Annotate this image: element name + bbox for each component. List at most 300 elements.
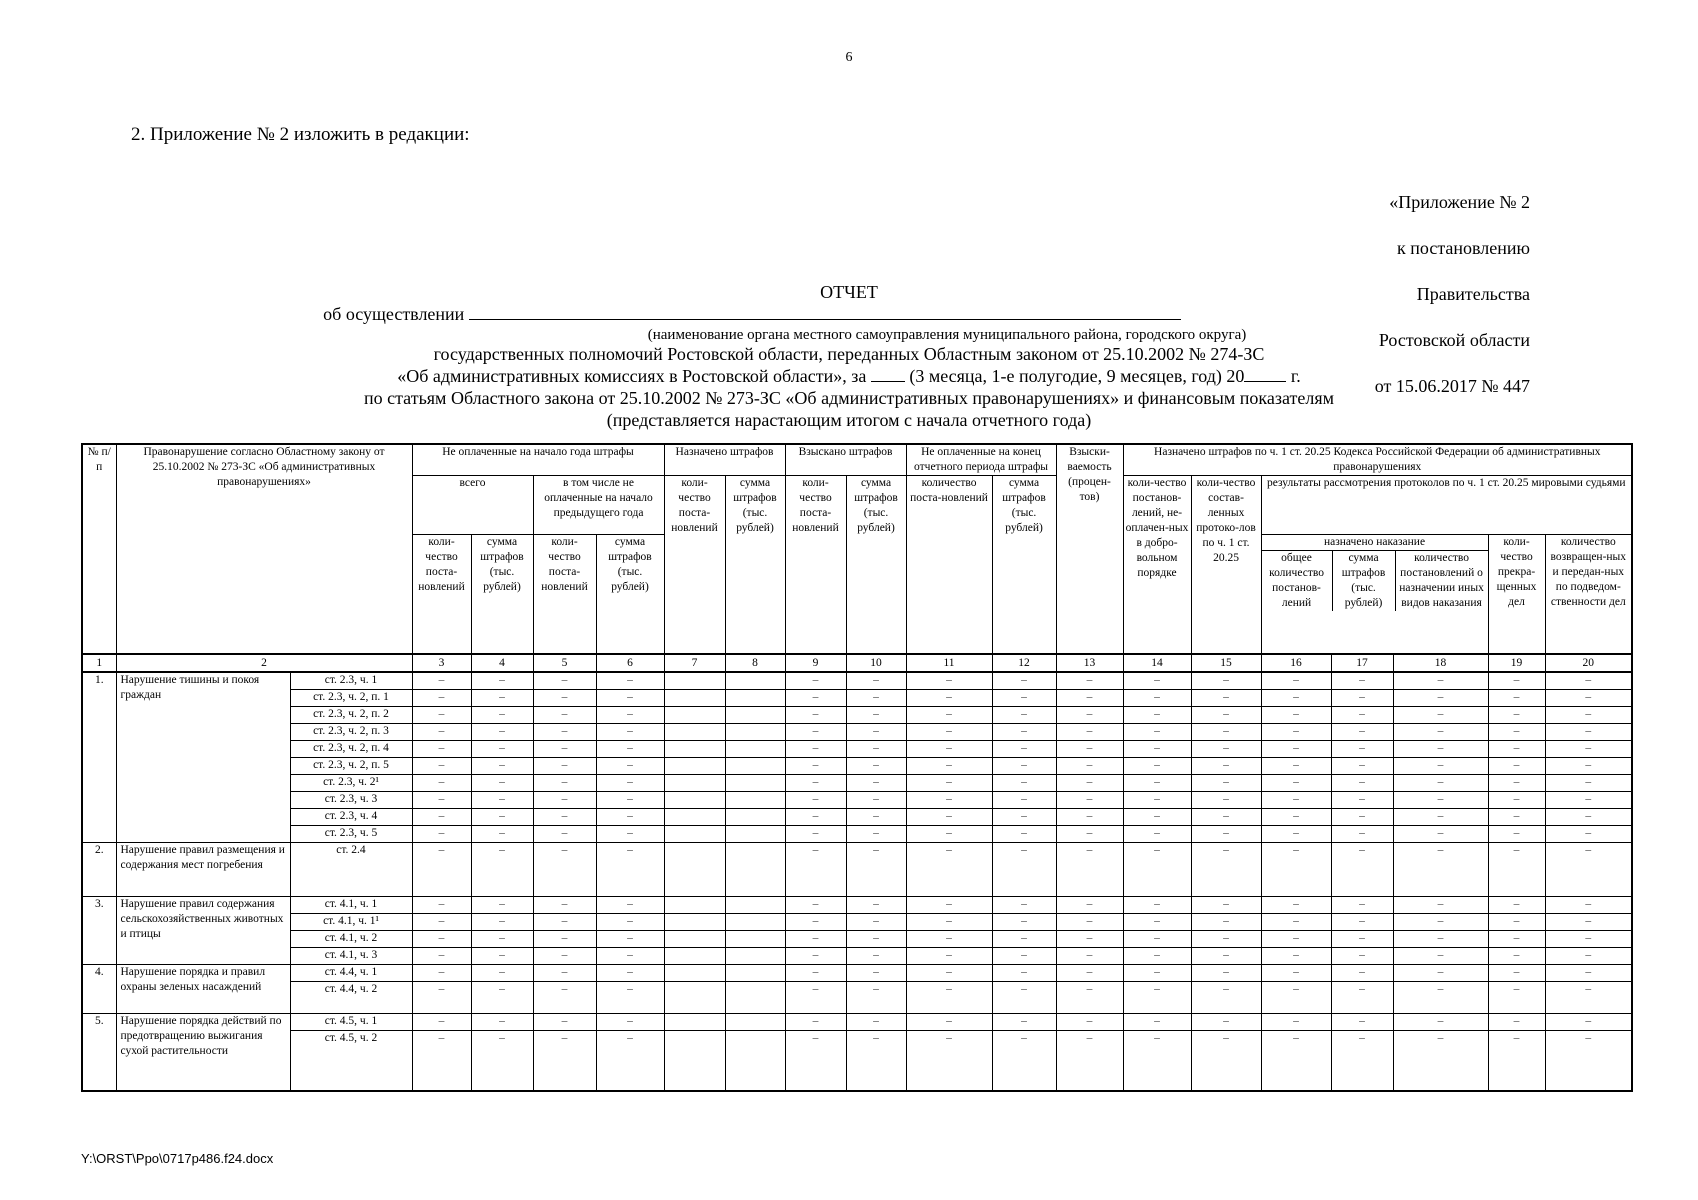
cell-dash[interactable]: – (846, 690, 906, 707)
cell-dash[interactable]: – (846, 724, 906, 741)
cell-dash[interactable]: – (1488, 707, 1545, 724)
cell-dash[interactable]: – (992, 792, 1056, 809)
cell-dash[interactable]: – (1331, 826, 1393, 843)
cell-dash[interactable]: – (596, 758, 664, 775)
cell-dash[interactable]: – (533, 965, 596, 982)
cell-dash[interactable]: – (1393, 741, 1488, 758)
cell-dash[interactable]: – (1331, 1031, 1393, 1091)
cell-input[interactable] (664, 826, 725, 843)
cell-dash[interactable]: – (533, 914, 596, 931)
cell-dash[interactable]: – (992, 672, 1056, 690)
cell-input[interactable] (664, 843, 725, 897)
cell-dash[interactable]: – (1261, 724, 1331, 741)
cell-dash[interactable]: – (1331, 672, 1393, 690)
cell-dash[interactable]: – (1056, 931, 1123, 948)
cell-dash[interactable]: – (1488, 775, 1545, 792)
cell-dash[interactable]: – (785, 672, 846, 690)
cell-input[interactable] (664, 1031, 725, 1091)
cell-dash[interactable]: – (1056, 672, 1123, 690)
cell-dash[interactable]: – (412, 792, 471, 809)
cell-dash[interactable]: – (412, 758, 471, 775)
cell-dash[interactable]: – (596, 931, 664, 948)
cell-dash[interactable]: – (1123, 707, 1191, 724)
cell-dash[interactable]: – (412, 982, 471, 1014)
cell-dash[interactable]: – (906, 1014, 992, 1031)
cell-dash[interactable]: – (785, 707, 846, 724)
cell-dash[interactable]: – (1331, 1014, 1393, 1031)
cell-dash[interactable]: – (1331, 843, 1393, 897)
cell-input[interactable] (664, 931, 725, 948)
cell-dash[interactable]: – (596, 897, 664, 914)
cell-dash[interactable]: – (846, 826, 906, 843)
cell-dash[interactable]: – (471, 1031, 533, 1091)
cell-input[interactable] (725, 809, 785, 826)
cell-dash[interactable]: – (412, 826, 471, 843)
cell-dash[interactable]: – (1123, 758, 1191, 775)
cell-dash[interactable]: – (992, 775, 1056, 792)
cell-dash[interactable]: – (1261, 897, 1331, 914)
cell-dash[interactable]: – (1261, 690, 1331, 707)
cell-dash[interactable]: – (596, 982, 664, 1014)
cell-dash[interactable]: – (1123, 843, 1191, 897)
cell-dash[interactable]: – (906, 914, 992, 931)
cell-dash[interactable]: – (533, 724, 596, 741)
cell-dash[interactable]: – (1123, 690, 1191, 707)
cell-dash[interactable]: – (1056, 724, 1123, 741)
cell-dash[interactable]: – (1331, 931, 1393, 948)
cell-dash[interactable]: – (906, 931, 992, 948)
cell-dash[interactable]: – (1123, 897, 1191, 914)
cell-dash[interactable]: – (1191, 690, 1261, 707)
cell-dash[interactable]: – (992, 931, 1056, 948)
cell-dash[interactable]: – (471, 707, 533, 724)
cell-dash[interactable]: – (1123, 724, 1191, 741)
cell-dash[interactable]: – (1123, 792, 1191, 809)
cell-dash[interactable]: – (992, 914, 1056, 931)
cell-dash[interactable]: – (846, 775, 906, 792)
cell-dash[interactable]: – (992, 965, 1056, 982)
cell-dash[interactable]: – (1545, 707, 1632, 724)
cell-input[interactable] (725, 948, 785, 965)
blank-year[interactable] (1244, 381, 1286, 382)
cell-dash[interactable]: – (846, 948, 906, 965)
cell-dash[interactable]: – (596, 965, 664, 982)
cell-dash[interactable]: – (1056, 965, 1123, 982)
cell-dash[interactable]: – (533, 826, 596, 843)
cell-input[interactable] (725, 775, 785, 792)
cell-dash[interactable]: – (846, 965, 906, 982)
cell-dash[interactable]: – (846, 982, 906, 1014)
cell-dash[interactable]: – (596, 690, 664, 707)
cell-dash[interactable]: – (1191, 707, 1261, 724)
cell-dash[interactable]: – (992, 741, 1056, 758)
cell-dash[interactable]: – (1545, 758, 1632, 775)
cell-dash[interactable]: – (1191, 843, 1261, 897)
cell-input[interactable] (725, 931, 785, 948)
cell-input[interactable] (725, 826, 785, 843)
cell-dash[interactable]: – (596, 1031, 664, 1091)
cell-dash[interactable]: – (1488, 690, 1545, 707)
cell-dash[interactable]: – (1056, 914, 1123, 931)
cell-dash[interactable]: – (596, 914, 664, 931)
cell-dash[interactable]: – (596, 775, 664, 792)
cell-dash[interactable]: – (1331, 758, 1393, 775)
cell-dash[interactable]: – (596, 707, 664, 724)
cell-dash[interactable]: – (785, 758, 846, 775)
cell-input[interactable] (664, 948, 725, 965)
cell-dash[interactable]: – (785, 965, 846, 982)
cell-dash[interactable]: – (846, 707, 906, 724)
cell-dash[interactable]: – (471, 914, 533, 931)
cell-dash[interactable]: – (906, 690, 992, 707)
cell-dash[interactable]: – (596, 672, 664, 690)
cell-dash[interactable]: – (1123, 672, 1191, 690)
cell-dash[interactable]: – (471, 897, 533, 914)
cell-dash[interactable]: – (412, 809, 471, 826)
cell-dash[interactable]: – (1191, 1014, 1261, 1031)
cell-dash[interactable]: – (1191, 982, 1261, 1014)
cell-input[interactable] (725, 672, 785, 690)
cell-dash[interactable]: – (1261, 843, 1331, 897)
cell-dash[interactable]: – (1488, 897, 1545, 914)
cell-dash[interactable]: – (785, 826, 846, 843)
cell-dash[interactable]: – (1191, 914, 1261, 931)
cell-dash[interactable]: – (471, 843, 533, 897)
cell-dash[interactable]: – (1123, 809, 1191, 826)
cell-dash[interactable]: – (596, 724, 664, 741)
cell-dash[interactable]: – (1393, 826, 1488, 843)
cell-dash[interactable]: – (471, 724, 533, 741)
cell-dash[interactable]: – (533, 1014, 596, 1031)
cell-dash[interactable]: – (1393, 672, 1488, 690)
cell-dash[interactable]: – (906, 724, 992, 741)
cell-dash[interactable]: – (992, 707, 1056, 724)
cell-input[interactable] (664, 1014, 725, 1031)
cell-dash[interactable]: – (1393, 1014, 1488, 1031)
cell-dash[interactable]: – (906, 775, 992, 792)
cell-dash[interactable]: – (1393, 931, 1488, 948)
cell-dash[interactable]: – (533, 948, 596, 965)
cell-dash[interactable]: – (471, 826, 533, 843)
cell-dash[interactable]: – (906, 741, 992, 758)
cell-dash[interactable]: – (471, 965, 533, 982)
cell-dash[interactable]: – (1331, 792, 1393, 809)
cell-input[interactable] (725, 792, 785, 809)
cell-dash[interactable]: – (596, 809, 664, 826)
cell-dash[interactable]: – (906, 758, 992, 775)
cell-dash[interactable]: – (785, 724, 846, 741)
cell-dash[interactable]: – (785, 914, 846, 931)
cell-dash[interactable]: – (906, 965, 992, 982)
cell-dash[interactable]: – (1056, 741, 1123, 758)
cell-dash[interactable]: – (846, 1014, 906, 1031)
cell-dash[interactable]: – (1261, 707, 1331, 724)
cell-dash[interactable]: – (1261, 826, 1331, 843)
cell-dash[interactable]: – (1545, 897, 1632, 914)
cell-dash[interactable]: – (1191, 792, 1261, 809)
cell-dash[interactable]: – (1393, 690, 1488, 707)
cell-dash[interactable]: – (412, 843, 471, 897)
cell-dash[interactable]: – (1123, 1014, 1191, 1031)
cell-dash[interactable]: – (1545, 982, 1632, 1014)
cell-dash[interactable]: – (596, 826, 664, 843)
cell-dash[interactable]: – (1393, 724, 1488, 741)
cell-input[interactable] (664, 897, 725, 914)
cell-dash[interactable]: – (533, 758, 596, 775)
cell-dash[interactable]: – (906, 982, 992, 1014)
cell-dash[interactable]: – (1261, 1014, 1331, 1031)
cell-dash[interactable]: – (1393, 1031, 1488, 1091)
cell-input[interactable] (664, 672, 725, 690)
cell-dash[interactable]: – (471, 741, 533, 758)
cell-dash[interactable]: – (1331, 982, 1393, 1014)
cell-dash[interactable]: – (1545, 948, 1632, 965)
cell-dash[interactable]: – (846, 672, 906, 690)
cell-dash[interactable]: – (1545, 843, 1632, 897)
cell-input[interactable] (725, 690, 785, 707)
cell-input[interactable] (725, 741, 785, 758)
cell-dash[interactable]: – (412, 1031, 471, 1091)
cell-input[interactable] (725, 914, 785, 931)
cell-dash[interactable]: – (785, 1014, 846, 1031)
blank-period[interactable] (871, 381, 905, 382)
cell-dash[interactable]: – (471, 982, 533, 1014)
cell-input[interactable] (664, 982, 725, 1014)
cell-dash[interactable]: – (533, 843, 596, 897)
cell-dash[interactable]: – (412, 1014, 471, 1031)
cell-input[interactable] (725, 897, 785, 914)
cell-dash[interactable]: – (533, 931, 596, 948)
cell-dash[interactable]: – (1056, 897, 1123, 914)
cell-dash[interactable]: – (906, 707, 992, 724)
cell-input[interactable] (664, 792, 725, 809)
cell-dash[interactable]: – (1191, 965, 1261, 982)
cell-dash[interactable]: – (1545, 672, 1632, 690)
cell-dash[interactable]: – (1056, 843, 1123, 897)
cell-dash[interactable]: – (412, 775, 471, 792)
cell-dash[interactable]: – (785, 948, 846, 965)
cell-dash[interactable]: – (412, 965, 471, 982)
cell-dash[interactable]: – (1488, 843, 1545, 897)
cell-input[interactable] (664, 707, 725, 724)
cell-dash[interactable]: – (1393, 775, 1488, 792)
cell-input[interactable] (725, 965, 785, 982)
cell-dash[interactable]: – (471, 931, 533, 948)
cell-dash[interactable]: – (1488, 792, 1545, 809)
cell-dash[interactable]: – (785, 775, 846, 792)
cell-dash[interactable]: – (1393, 982, 1488, 1014)
cell-dash[interactable]: – (1261, 809, 1331, 826)
cell-dash[interactable]: – (1393, 809, 1488, 826)
cell-dash[interactable]: – (1331, 809, 1393, 826)
cell-dash[interactable]: – (533, 707, 596, 724)
cell-dash[interactable]: – (992, 1031, 1056, 1091)
cell-input[interactable] (725, 1014, 785, 1031)
cell-dash[interactable]: – (533, 792, 596, 809)
cell-dash[interactable]: – (1261, 931, 1331, 948)
cell-dash[interactable]: – (1488, 914, 1545, 931)
cell-dash[interactable]: – (1331, 690, 1393, 707)
cell-dash[interactable]: – (1331, 897, 1393, 914)
cell-dash[interactable]: – (412, 724, 471, 741)
cell-dash[interactable]: – (1191, 809, 1261, 826)
cell-input[interactable] (664, 965, 725, 982)
cell-dash[interactable]: – (412, 931, 471, 948)
cell-dash[interactable]: – (1545, 690, 1632, 707)
cell-dash[interactable]: – (906, 897, 992, 914)
cell-dash[interactable]: – (846, 843, 906, 897)
cell-dash[interactable]: – (1261, 948, 1331, 965)
cell-dash[interactable]: – (846, 758, 906, 775)
cell-dash[interactable]: – (1123, 741, 1191, 758)
cell-dash[interactable]: – (412, 672, 471, 690)
cell-dash[interactable]: – (1545, 792, 1632, 809)
cell-dash[interactable]: – (1056, 792, 1123, 809)
cell-dash[interactable]: – (1488, 1014, 1545, 1031)
cell-dash[interactable]: – (1261, 914, 1331, 931)
cell-dash[interactable]: – (1123, 948, 1191, 965)
cell-dash[interactable]: – (1191, 758, 1261, 775)
cell-dash[interactable]: – (1488, 741, 1545, 758)
cell-dash[interactable]: – (992, 982, 1056, 1014)
cell-dash[interactable]: – (471, 1014, 533, 1031)
cell-dash[interactable]: – (992, 690, 1056, 707)
cell-dash[interactable]: – (1331, 724, 1393, 741)
cell-dash[interactable]: – (846, 741, 906, 758)
cell-dash[interactable]: – (596, 792, 664, 809)
cell-dash[interactable]: – (1488, 965, 1545, 982)
cell-dash[interactable]: – (533, 690, 596, 707)
cell-dash[interactable]: – (1123, 982, 1191, 1014)
cell-dash[interactable]: – (1261, 672, 1331, 690)
cell-dash[interactable]: – (846, 897, 906, 914)
cell-dash[interactable]: – (412, 690, 471, 707)
cell-input[interactable] (725, 1031, 785, 1091)
cell-dash[interactable]: – (846, 1031, 906, 1091)
cell-dash[interactable]: – (533, 775, 596, 792)
cell-input[interactable] (725, 982, 785, 1014)
cell-dash[interactable]: – (1393, 914, 1488, 931)
cell-dash[interactable]: – (1545, 741, 1632, 758)
cell-dash[interactable]: – (906, 826, 992, 843)
cell-dash[interactable]: – (1393, 707, 1488, 724)
cell-dash[interactable]: – (1393, 758, 1488, 775)
cell-input[interactable] (725, 724, 785, 741)
cell-dash[interactable]: – (1488, 724, 1545, 741)
cell-dash[interactable]: – (1056, 982, 1123, 1014)
cell-input[interactable] (725, 707, 785, 724)
cell-dash[interactable]: – (596, 741, 664, 758)
cell-dash[interactable]: – (1191, 826, 1261, 843)
cell-dash[interactable]: – (1056, 690, 1123, 707)
cell-dash[interactable]: – (785, 690, 846, 707)
cell-dash[interactable]: – (533, 809, 596, 826)
cell-input[interactable] (725, 758, 785, 775)
cell-dash[interactable]: – (471, 792, 533, 809)
cell-dash[interactable]: – (1191, 672, 1261, 690)
cell-dash[interactable]: – (1488, 948, 1545, 965)
cell-dash[interactable]: – (1488, 931, 1545, 948)
cell-dash[interactable]: – (1393, 792, 1488, 809)
cell-dash[interactable]: – (1331, 775, 1393, 792)
cell-dash[interactable]: – (992, 948, 1056, 965)
cell-dash[interactable]: – (1488, 982, 1545, 1014)
cell-dash[interactable]: – (785, 741, 846, 758)
cell-dash[interactable]: – (1545, 809, 1632, 826)
cell-dash[interactable]: – (1191, 1031, 1261, 1091)
cell-dash[interactable]: – (1331, 914, 1393, 931)
cell-dash[interactable]: – (1545, 1014, 1632, 1031)
cell-dash[interactable]: – (1123, 931, 1191, 948)
cell-dash[interactable]: – (1261, 965, 1331, 982)
blank-organ-name[interactable] (469, 319, 1181, 320)
cell-dash[interactable]: – (412, 914, 471, 931)
cell-dash[interactable]: – (992, 724, 1056, 741)
cell-dash[interactable]: – (533, 897, 596, 914)
cell-dash[interactable]: – (1261, 775, 1331, 792)
cell-dash[interactable]: – (1488, 1031, 1545, 1091)
cell-dash[interactable]: – (1191, 948, 1261, 965)
cell-dash[interactable]: – (785, 897, 846, 914)
cell-dash[interactable]: – (992, 1014, 1056, 1031)
cell-dash[interactable]: – (992, 897, 1056, 914)
cell-dash[interactable]: – (1488, 826, 1545, 843)
cell-input[interactable] (664, 741, 725, 758)
cell-dash[interactable]: – (1488, 758, 1545, 775)
cell-dash[interactable]: – (1191, 724, 1261, 741)
cell-dash[interactable]: – (992, 826, 1056, 843)
cell-dash[interactable]: – (412, 707, 471, 724)
cell-dash[interactable]: – (1331, 741, 1393, 758)
cell-dash[interactable]: – (785, 931, 846, 948)
cell-dash[interactable]: – (1545, 1031, 1632, 1091)
cell-dash[interactable]: – (1331, 965, 1393, 982)
cell-dash[interactable]: – (1545, 775, 1632, 792)
cell-dash[interactable]: – (906, 809, 992, 826)
cell-dash[interactable]: – (846, 931, 906, 948)
cell-dash[interactable]: – (1261, 741, 1331, 758)
cell-dash[interactable]: – (906, 792, 992, 809)
cell-input[interactable] (664, 690, 725, 707)
cell-dash[interactable]: – (906, 672, 992, 690)
cell-dash[interactable]: – (1123, 965, 1191, 982)
cell-dash[interactable]: – (1056, 758, 1123, 775)
cell-dash[interactable]: – (1191, 741, 1261, 758)
cell-dash[interactable]: – (846, 809, 906, 826)
cell-dash[interactable]: – (785, 809, 846, 826)
cell-dash[interactable]: – (471, 672, 533, 690)
cell-dash[interactable]: – (1545, 965, 1632, 982)
cell-dash[interactable]: – (1191, 775, 1261, 792)
cell-dash[interactable]: – (596, 843, 664, 897)
cell-input[interactable] (725, 843, 785, 897)
cell-dash[interactable]: – (906, 1031, 992, 1091)
cell-dash[interactable]: – (1123, 1031, 1191, 1091)
cell-dash[interactable]: – (533, 672, 596, 690)
cell-dash[interactable]: – (1488, 809, 1545, 826)
cell-dash[interactable]: – (1056, 948, 1123, 965)
cell-dash[interactable]: – (471, 758, 533, 775)
cell-dash[interactable]: – (533, 982, 596, 1014)
cell-input[interactable] (664, 809, 725, 826)
cell-dash[interactable]: – (785, 792, 846, 809)
cell-dash[interactable]: – (1393, 843, 1488, 897)
cell-dash[interactable]: – (533, 1031, 596, 1091)
cell-dash[interactable]: – (1545, 914, 1632, 931)
cell-dash[interactable]: – (1056, 1014, 1123, 1031)
cell-dash[interactable]: – (1123, 826, 1191, 843)
cell-dash[interactable]: – (596, 1014, 664, 1031)
